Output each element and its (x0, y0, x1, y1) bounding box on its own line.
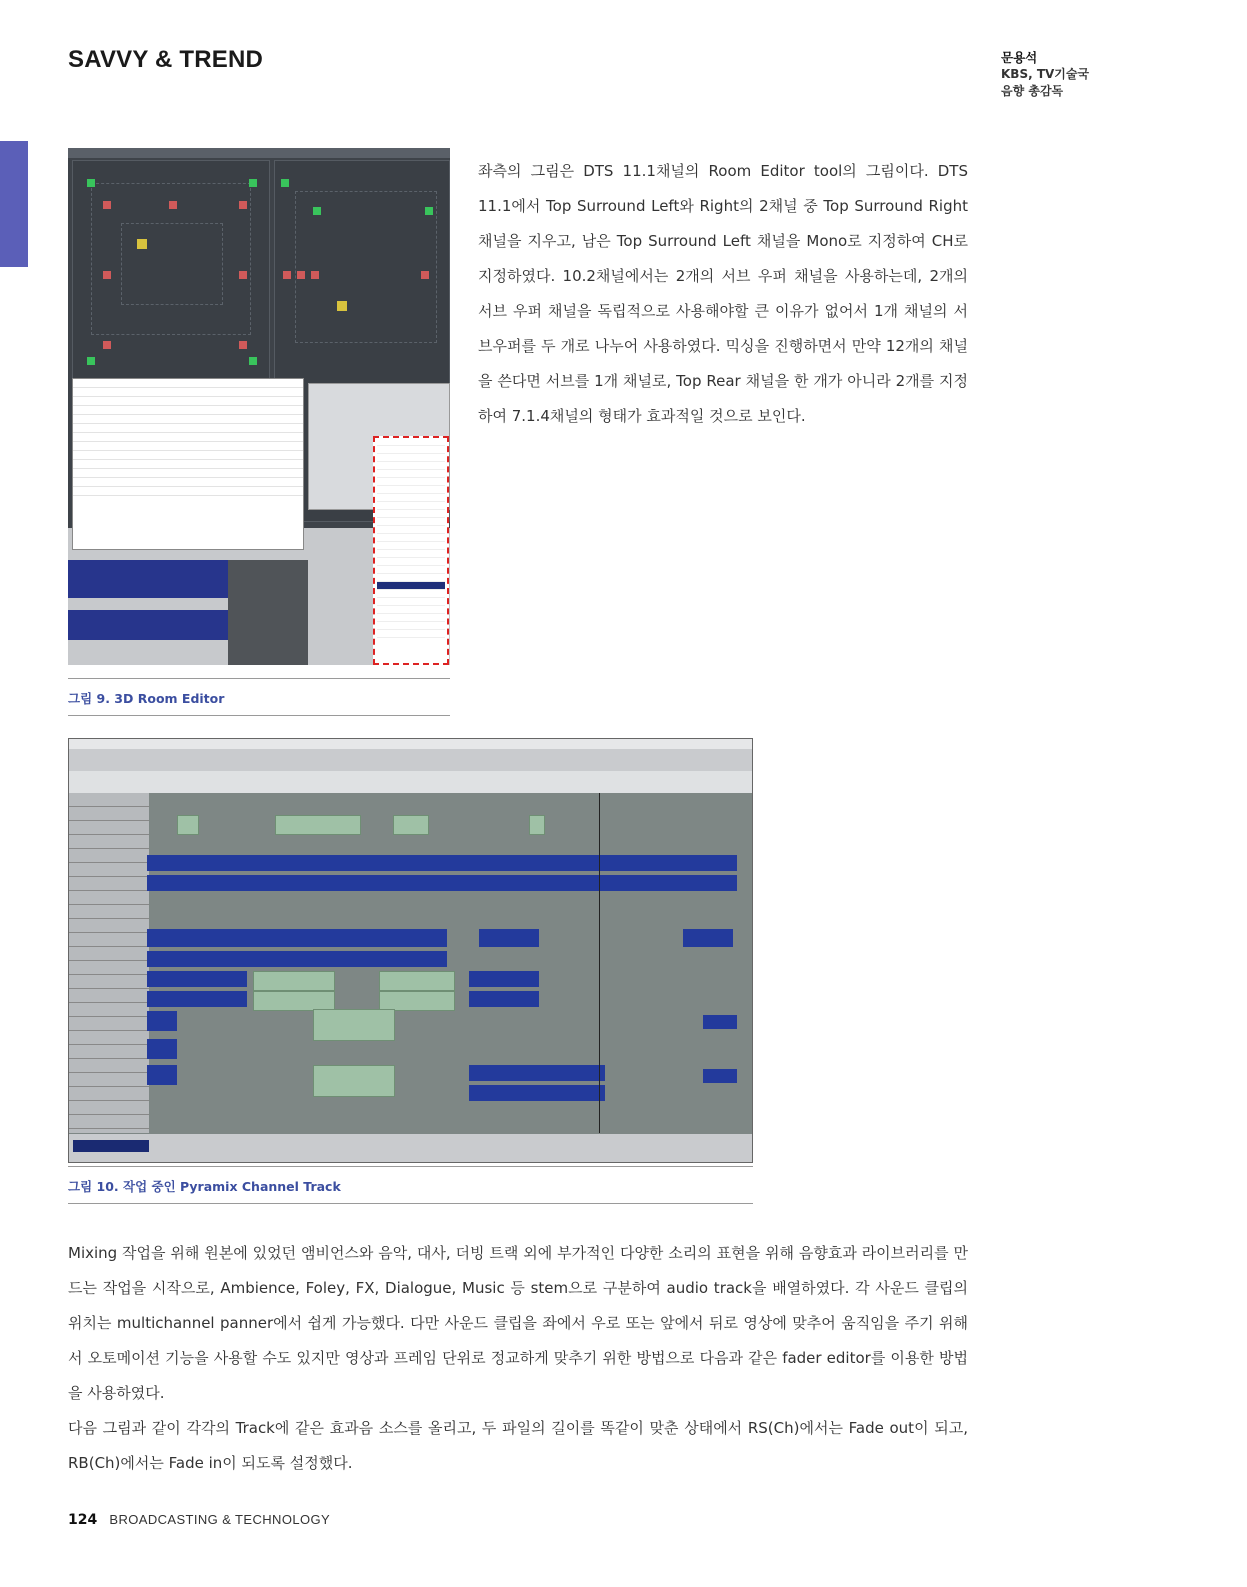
timeline-clip (68, 560, 228, 598)
timecode-display (73, 1140, 149, 1152)
page-number: 124 (68, 1512, 98, 1528)
figure-10-caption: 그림 10. 작업 중인 Pyramix Channel Track (68, 1166, 753, 1204)
speaker-red (297, 271, 305, 279)
speaker-red (239, 201, 247, 209)
audio-clip (393, 815, 429, 835)
room-inner-boundary (121, 223, 223, 305)
speaker-green (87, 357, 95, 365)
audio-clip (529, 815, 545, 835)
audio-clip (275, 815, 361, 835)
audio-clip (147, 951, 447, 967)
speaker-red (311, 271, 319, 279)
table-row (73, 424, 303, 433)
audio-clip (147, 1039, 177, 1059)
playhead-cursor (599, 793, 600, 1133)
body-text (68, 1236, 968, 1481)
audio-clip (479, 929, 539, 947)
audio-clip (703, 1015, 737, 1029)
speaker-green (249, 357, 257, 365)
magazine-name: BROADCASTING & TECHNOLOGY (109, 1512, 331, 1527)
speaker-red (103, 201, 111, 209)
listener-marker (137, 239, 147, 249)
speaker-red (103, 341, 111, 349)
intro-paragraph: 좌측의 그림은 DTS 11.1채널의 Room Editor tool의 그림이다. DTS 11.1에서 Top Surround Left와 Right의 2채널 중 Top Surround Right 채널을 지우고, 남은 Top Surround Left 채널을 Mono로 지정하여 CH로 지정하였다. 10.2채널에서는 2개의 서브 우퍼 채널을 사용하는데, 2개의 서브 우퍼 채널을 독립적으로 사용해야할 큰 이유가 없어서 1개 채널의 서브우퍼를 두 개로 나누어 사용하였다. 믹싱을 진행하면서 만약 12개의 채널을 쓴다면 서브를 1개 채널로, Top Rear 채널을 한 개가 아니라 2개를 지정하여 7.1.4채널의 형태가 효과적일 것으로 보인다. (478, 162, 968, 425)
page-footer (68, 1512, 330, 1528)
table-row (73, 478, 303, 487)
table-row (73, 379, 303, 388)
audio-clip (683, 929, 733, 947)
table-row (73, 469, 303, 478)
table-row (73, 451, 303, 460)
author-affiliation: KBS, TV기술국 (1001, 67, 1090, 81)
table-row (73, 460, 303, 469)
audio-clip (469, 991, 539, 1007)
audio-clip (147, 991, 247, 1007)
table-row (73, 487, 303, 496)
audio-clip (147, 929, 447, 947)
table-row (73, 433, 303, 442)
speaker-green (313, 207, 321, 215)
audio-clip (313, 1009, 395, 1041)
speaker-green (281, 179, 289, 187)
audio-clip (147, 971, 247, 987)
author-role: 음향 총감독 (1001, 84, 1064, 98)
speaker-red (421, 271, 429, 279)
audio-clip (253, 971, 335, 991)
timeline-ruler (69, 771, 752, 793)
table-row (73, 397, 303, 406)
speaker-green (249, 179, 257, 187)
timeline-clip (68, 610, 228, 640)
audio-clip (469, 1085, 605, 1101)
track-headers (69, 793, 149, 1133)
speaker-green (425, 207, 433, 215)
speaker-red (283, 271, 291, 279)
body-paragraph: 다음 그림과 같이 각각의 Track에 같은 효과음 소스를 올리고, 두 파일의 길이를 똑같이 맞춘 상태에서 RS(Ch)에서는 Fade out이 되고, RB(Ch)에서는 Fade in이 되도록 설정했다. (68, 1419, 968, 1472)
audio-clip (253, 991, 335, 1011)
audio-clip (147, 1011, 177, 1031)
speaker-red (103, 271, 111, 279)
speaker-red (239, 341, 247, 349)
speaker-red (169, 201, 177, 209)
table-row (73, 388, 303, 397)
audio-clip (147, 1065, 177, 1085)
table-row (73, 406, 303, 415)
speaker-red (239, 271, 247, 279)
audio-clip (147, 855, 737, 871)
figure-9-caption: 그림 9. 3D Room Editor (68, 678, 450, 716)
section-side-tab (0, 141, 28, 267)
transport-bar (69, 1134, 752, 1162)
pyramix-menubar (69, 739, 752, 749)
audio-clip (703, 1069, 737, 1083)
audio-clip (313, 1065, 395, 1097)
audio-clip (469, 971, 539, 987)
room-editor-titlebar (68, 148, 450, 158)
table-row (73, 442, 303, 451)
audio-clip (147, 875, 737, 891)
section-title: SAVVY & TREND (68, 46, 264, 73)
author-name: 문용석 (1001, 50, 1038, 65)
pyramix-toolbar (69, 749, 752, 771)
channel-table (72, 378, 304, 550)
timeline-gap (228, 560, 308, 665)
audio-clip (469, 1065, 605, 1081)
format-dropdown-list (373, 436, 449, 665)
audio-clip (379, 991, 455, 1011)
figure-pyramix-tracks (68, 738, 753, 1163)
figure-room-editor (68, 148, 450, 665)
speaker-green (87, 179, 95, 187)
audio-clip (379, 971, 455, 991)
listener-marker (337, 301, 347, 311)
audio-clip (177, 815, 199, 835)
body-paragraph: Mixing 작업을 위해 원본에 있었던 앰비언스와 음악, 대사, 더빙 트랙 외에 부가적인 다양한 소리의 표현을 위해 음향효과 라이브러리를 만드는 작업을 시작으로, Ambience, Foley, FX, Dialogue, Music 등 stem으로 구분하여 audio track을 배열하였다. 각 사운드 클립의 위치는 multichannel panner에서 쉽게 가능했다. 다만 사운드 클립을 좌에서 우로 또는 앞에서 뒤로 영상에 맞추어 움직임을 주기 위해서 오토메이션 기능을 사용할 수도 있지만 영상과 프레임 단위로 정교하게 맞추기 위한 방법으로 다음과 같은 fader editor를 이용한 방법을 사용하였다. (68, 1244, 968, 1402)
author-block (1001, 49, 1089, 100)
table-row (73, 415, 303, 424)
